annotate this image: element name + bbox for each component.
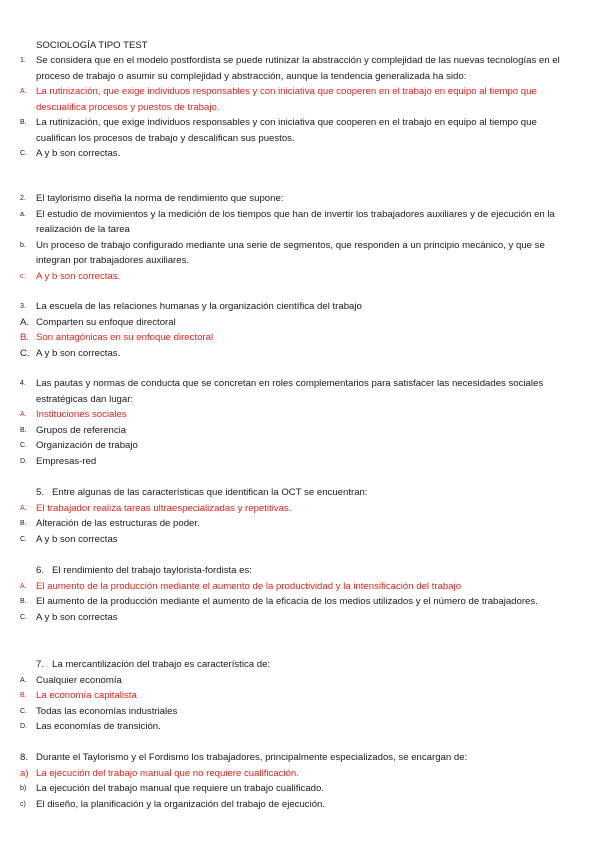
option-b-correct: Son antagónicas en su enfoque directoral <box>36 332 214 343</box>
option-c-correct: A y b son correctas. <box>36 270 121 282</box>
option-label: B. <box>20 692 27 699</box>
question-text: Entre algunas de las características que identifican la OCT se encuentran: <box>52 487 368 498</box>
option-b: Alteración de las estructuras de poder. <box>36 518 200 529</box>
question-text: El rendimiento del trabajo taylorista-fordista es: <box>52 565 252 576</box>
question-8 <box>20 750 560 812</box>
option-d: Las economías de transición. <box>36 721 161 732</box>
option-b: La rutinización, que exige individuos responsables y con iniciativa que cooperen en el trabajo en equipo al tiempo que cualifican los procesos de trabajo y descalifican sus puestos. <box>36 117 537 144</box>
option-b: La ejecución del trabajo manual que requiere un trabajo cualificado. <box>36 783 325 794</box>
question-text: El taylorismo diseña la norma de rendimiento que supone: <box>36 193 284 204</box>
question-2 <box>20 191 560 284</box>
option-label: A. <box>20 88 27 95</box>
option-label: B. <box>20 332 30 343</box>
option-label: A. <box>20 316 30 328</box>
option-b: Un proceso de trabajo configurado mediante una serie de segmentos, que responden a un principio mecánico, y que se integran por trabajadores auxiliares. <box>36 239 545 266</box>
question-7 <box>20 657 560 735</box>
option-a-correct: La rutinización, que exige individuos responsables y con iniciativa que cooperen en el trabajo en equipo al tiempo que descualifica procesos y puestos de trabajo. <box>36 86 537 113</box>
document-title: SOCIOLOGÍA TIPO TEST <box>36 40 148 51</box>
question-text: Durante el Taylorismo y el Fordismo los trabajadores, principalmente especializados, se encargan de: <box>36 752 468 763</box>
question-text: Se considera que en el modelo postfordista se puede rutinizar la abstracción y complejidad de las nuevas tecnologías en el proceso de trabajo o asumir su complejidad y abstracción, aunque la tendencia generalizada ha sido: <box>36 55 560 82</box>
option-d: Empresas-red <box>36 455 97 467</box>
option-label: c) <box>20 800 26 808</box>
option-a: Cualquier economía <box>36 674 122 686</box>
question-number: 7. <box>36 659 45 670</box>
option-a: El estudio de movimientos y la medición de los tiempos que han de invertir los trabajadores auxiliares y de ejecución en la realización de la tarea <box>36 208 555 235</box>
option-label: B. <box>20 598 27 605</box>
question-6 <box>20 563 560 625</box>
question-text: La escuela de las relaciones humanas y la organización científica del trabajo <box>36 301 362 312</box>
option-c: A y b son correctas. <box>36 347 121 359</box>
option-label: c. <box>20 272 26 280</box>
option-label: b) <box>20 785 27 792</box>
option-label: C. <box>20 347 30 359</box>
option-a-correct: Instituciones sociales <box>36 409 127 420</box>
option-b-correct: La economía capitalista <box>36 690 137 701</box>
option-label: C. <box>20 442 27 449</box>
question-text: La mercantilización del trabajo es característica de: <box>52 659 271 670</box>
option-c: Organización de trabajo <box>36 440 138 451</box>
option-label: A. <box>20 676 27 684</box>
option-c: A y b son correctas. <box>36 148 121 159</box>
option-label: C. <box>20 535 27 543</box>
option-a-correct: El aumento de la producción mediante el aumento de la productividad y la intensificación del trabajo <box>36 580 462 592</box>
option-c: El diseño, la planificación y la organización del trabajo de ejecución. <box>36 798 326 810</box>
option-label: b. <box>20 241 26 249</box>
question-number: 4. <box>20 380 26 387</box>
question-3 <box>20 299 560 361</box>
question-1 <box>20 53 560 162</box>
option-label: B. <box>20 520 27 527</box>
option-label: B. <box>20 119 27 126</box>
question-5 <box>20 485 560 547</box>
question-number: 1. <box>20 57 26 64</box>
option-c: A y b son correctas <box>36 611 118 623</box>
option-label: a) <box>20 767 29 779</box>
question-number: 6. <box>36 565 45 576</box>
option-b: El aumento de la producción mediante el aumento de la eficacia de los medios utilizados y el número de trabajadores. <box>36 596 538 607</box>
question-number: 3. <box>20 303 26 310</box>
question-number: 8. <box>20 752 29 763</box>
option-c: Todas las economías industriales <box>36 705 178 717</box>
option-label: A. <box>20 504 27 512</box>
question-number: 5. <box>36 487 45 498</box>
option-label: D. <box>20 723 27 730</box>
option-label: D. <box>20 457 27 465</box>
option-a: Comparten su enfoque directoral <box>36 316 176 328</box>
option-label: C. <box>20 613 27 621</box>
question-text: Las pautas y normas de conducta que se concretan en roles complementarios para satisfacer las necesidades sociales estratégicas dan lugar: <box>36 378 544 405</box>
option-b: Grupos de referencia <box>36 424 127 436</box>
question-number: 2. <box>20 195 26 202</box>
option-label: A. <box>20 582 27 590</box>
option-label: B. <box>20 426 27 434</box>
option-label: C. <box>20 150 27 157</box>
option-label: a. <box>20 210 26 218</box>
question-4 <box>20 376 560 469</box>
option-a-correct: La ejecución del trabajo manual que no requiere cualificación. <box>36 767 299 779</box>
option-a-correct: El trabajador realiza tareas ultraespecializadas y repetitivas. <box>36 502 292 514</box>
option-label: A. <box>20 411 27 418</box>
option-label: C. <box>20 707 27 715</box>
option-c: A y b son correctas <box>36 533 118 545</box>
